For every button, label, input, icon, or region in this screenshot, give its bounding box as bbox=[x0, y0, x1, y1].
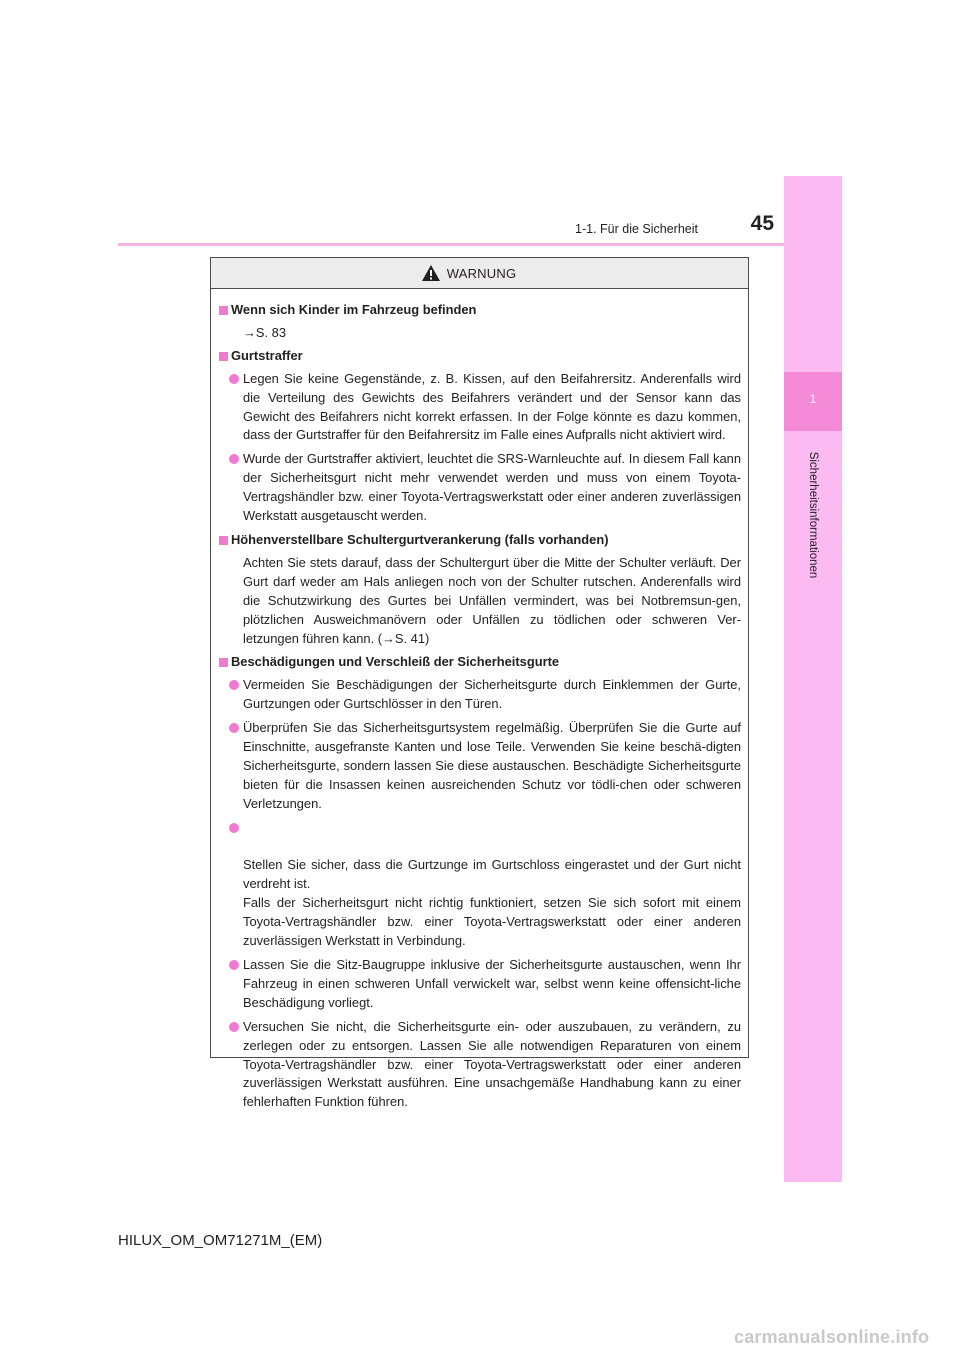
warning-header bbox=[211, 258, 748, 289]
list-item bbox=[219, 719, 741, 814]
list-item-text: Stellen Sie sicher, dass die Gurtzunge im Gurtschloss eingerastet und der Gurt nicht verdreht ist. Falls der Sicherheitsgurt nicht richtig funktioniert, setzen Sie sich sofort mit einem Toyota-Vertragshändler bzw. einer Toyota-Vertragswerkstatt oder einer anderen zuverlässigen Werkstatt in Verbindung. bbox=[243, 857, 741, 949]
circle-bullet-icon bbox=[229, 1022, 239, 1032]
section-heading-text: Gurtstraffer bbox=[231, 347, 303, 363]
list-item bbox=[219, 1018, 741, 1113]
section-paragraph: Achten Sie stets darauf, dass der Schultergurt über die Mitte der Schulter verläuft. Der Gurt darf weder am Hals anliegen noch von der Schulter rutschen. Anderenfalls wird die Schutzwirkung des Gurtes bei Unfällen vermindert, was bei Notbremsun-gen, plötzlichen Ausweichmanövern oder Unfällen zu tödlichen oder schweren Ver-letzungen führen kann. (→S. 41) bbox=[243, 554, 741, 646]
square-bullet-icon bbox=[219, 536, 228, 545]
document-code: HILUX_OM_OM71271M_(EM) bbox=[118, 1232, 323, 1249]
circle-bullet-icon bbox=[229, 454, 239, 464]
chapter-label: Sicherheitsinformationen bbox=[807, 451, 819, 579]
section-heading-text: Höhenverstellbare Schultergurtverankerung (falls vorhanden) bbox=[231, 531, 609, 547]
section-heading bbox=[219, 531, 741, 550]
circle-bullet-icon bbox=[229, 723, 239, 733]
warning-body bbox=[211, 289, 748, 1112]
section-heading bbox=[219, 347, 741, 366]
list-item bbox=[219, 819, 741, 951]
section-heading bbox=[219, 301, 741, 320]
circle-bullet-icon bbox=[229, 823, 239, 833]
square-bullet-icon bbox=[219, 352, 228, 361]
list-item-text: Lassen Sie die Sitz-Baugruppe inklusive der Sicherheitsgurte austauschen, wenn Ihr Fahrzeug in einen schweren Unfall verwickelt war, selbst wenn keine offensicht-liche Beschädigung vorliegt. bbox=[243, 957, 741, 1010]
circle-bullet-icon bbox=[229, 680, 239, 690]
section-heading-text: Wenn sich Kinder im Fahrzeug befinden bbox=[231, 302, 477, 317]
circle-bullet-icon bbox=[229, 374, 239, 384]
page-number: 45 bbox=[750, 212, 774, 235]
list-item bbox=[219, 450, 741, 526]
square-bullet-icon bbox=[219, 658, 228, 667]
section-heading-text: Beschädigungen und Verschleiß der Sicherheitsgurte bbox=[231, 654, 560, 670]
section-title: 1-1. Für die Sicherheit bbox=[575, 222, 698, 236]
chapter-number: 1 bbox=[809, 392, 817, 406]
list-item-text: Versuchen Sie nicht, die Sicherheitsgurte ein- oder auszubauen, zu verändern, zu zerlegen oder zu entsorgen. Lassen Sie alle notwendigen Reparaturen von einem Toyota-Vertragshändler bzw. einer Toyota-Vertragswerkstatt oder einer anderen zuverlässigen Werkstatt ausführen. Eine unsachgemäße Handhabung kann zu einer fehlerhaften Funktion führen. bbox=[243, 1018, 741, 1110]
header-rule bbox=[118, 243, 784, 246]
page-reference: →S. 83 bbox=[243, 324, 286, 340]
list-item-text: Wurde der Gurtstraffer aktiviert, leuchtet die SRS-Warnleuchte auf. In diesem Fall kann der Sicherheitsgurt nicht mehr verwendet werden und muss von einem Toyota-Vertragshändler bzw. einer Toyota-Vertragswerkstatt oder einer anderen zuverlässigen Werkstatt ausgetauscht werden. bbox=[243, 451, 741, 524]
list-item-text: Vermeiden Sie Beschädigungen der Sicherheitsgurte durch Einklemmen der Gurte, Gurtzungen oder Gurtschlösser in den Türen. bbox=[243, 677, 741, 712]
section-heading bbox=[219, 653, 741, 672]
watermark: carmanualsonline.info bbox=[734, 1327, 930, 1347]
warning-box bbox=[210, 257, 749, 1110]
circle-bullet-icon bbox=[229, 960, 239, 970]
warning-title: WARNUNG bbox=[446, 265, 517, 281]
warning-triangle-icon bbox=[421, 264, 441, 282]
list-item bbox=[219, 956, 741, 1013]
square-bullet-icon bbox=[219, 306, 228, 315]
list-item-text: Legen Sie keine Gegenstände, z. B. Kissen, auf den Beifahrersitz. Anderenfalls wird die Verteilung des Gewichts des Beifahrers verändert und der Sensor kann das Gewicht des Beifahrers nicht korrekt erfassen. In der Folge könnte es dazu kommen, dass der Gurtstraffer für den Beifahrersitz im Falle eines Aufpralls nicht aktiviert wird. bbox=[243, 370, 741, 443]
list-item-text: Überprüfen Sie das Sicherheitsgurtsystem regelmäßig. Überprüfen Sie die Gurte auf Einschnitte, ausgefranste Kanten und lose Teile. Verwenden Sie keine beschä-digten Sicherheitsgurte, sondern lassen Sie diese austauschen. Beschädigte Sicherheitsgurte bieten für die Insassen keinen ausreichenden Schutz vor tödli-chen oder schweren Verletzungen. bbox=[243, 720, 741, 811]
list-item bbox=[219, 676, 741, 714]
list-item bbox=[219, 370, 741, 446]
chapter-side-tab bbox=[784, 176, 842, 1182]
